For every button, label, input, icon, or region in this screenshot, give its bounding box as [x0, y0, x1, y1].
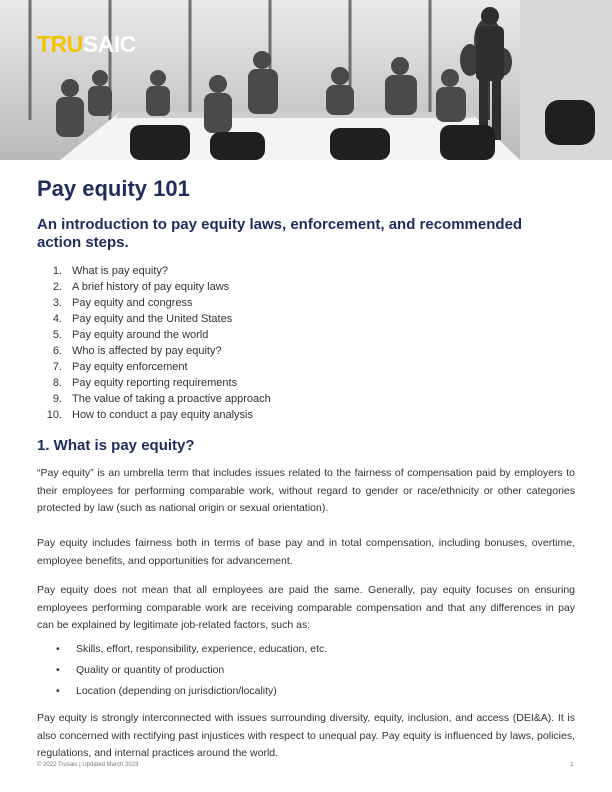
trusaic-logo: [37, 33, 136, 56]
toc-number: 7.: [52, 361, 62, 373]
toc-label: Pay equity enforcement: [72, 361, 188, 373]
paragraph-dei: Pay equity is strongly interconnected with issues surrounding diversity, equity, inclusion, and access (DEI&A). It is also concerned with rectifying past injustices with respect to unequal pay. Pay equity is influenced by laws, policies, regulations, and internal practices around the world.: [37, 712, 575, 759]
bullet-marker: •: [56, 643, 60, 655]
toc-item[interactable]: [37, 359, 271, 375]
toc-item[interactable]: [37, 407, 271, 423]
toc-number: 3.: [52, 297, 62, 309]
toc-number: 5.: [52, 329, 62, 341]
toc-item[interactable]: [37, 343, 271, 359]
paragraph-not-same-pay: Pay equity does not mean that all employees are paid the same. Generally, pay equity focuses on ensuring employees performing comparable work are receiving comparable compensation and that any differences in pay can be explained by legitimate job-related factors, such as:: [37, 584, 575, 631]
page-number: 1: [570, 761, 574, 768]
list-item-text: Skills, effort, responsibility, experience, education, etc.: [76, 643, 328, 655]
paragraph-definition: “Pay equity” is an umbrella term that includes issues related to the fairness of compensation paid by employers to their employees for performing comparable work, without regard to gender or race/ethnicity or other categories protected by law (such as national origin or sexual orientation).: [37, 467, 575, 514]
paragraph-fairness: Pay equity includes fairness both in terms of base pay and in total compensation, including bonuses, overtime, employee benefits, and opportunities for advancement.: [37, 537, 575, 567]
toc-number: 4.: [52, 313, 62, 325]
toc-item[interactable]: [37, 327, 271, 343]
toc-label: How to conduct a pay equity analysis: [72, 409, 253, 421]
toc-label: Pay equity around the world: [72, 329, 209, 341]
hero-photo: [0, 0, 612, 160]
page-subtitle: An introduction to pay equity laws, enforcement, and recommended action steps.: [37, 216, 523, 251]
list-item: [37, 639, 327, 660]
page-title: Pay equity 101: [37, 176, 190, 201]
toc-label: Pay equity reporting requirements: [72, 377, 238, 389]
list-item-text: Quality or quantity of production: [76, 664, 225, 676]
logo-part-saic: SAIC: [82, 31, 136, 57]
list-item: [37, 660, 327, 681]
meeting-photo-illustration: [0, 0, 612, 160]
toc-number: 9.: [52, 393, 62, 405]
bullet-marker: •: [56, 664, 60, 676]
logo-part-tru: TRU: [37, 31, 83, 57]
toc-item[interactable]: [37, 391, 271, 407]
toc-number: 1.: [52, 265, 62, 277]
toc-item[interactable]: [37, 295, 271, 311]
toc-label: Who is affected by pay equity?: [72, 345, 222, 357]
toc-number: 10.: [46, 409, 62, 421]
toc-item[interactable]: [37, 263, 271, 279]
list-item-text: Location (depending on jurisdiction/locality): [76, 685, 277, 697]
factors-list: [37, 639, 327, 702]
toc-number: 2.: [52, 281, 62, 293]
toc-label: Pay equity and the United States: [72, 313, 233, 325]
bullet-marker: •: [56, 685, 60, 697]
toc-item[interactable]: [37, 311, 271, 327]
toc-item[interactable]: [37, 279, 271, 295]
toc-number: 8.: [52, 377, 62, 389]
toc-label: Pay equity and congress: [72, 297, 193, 309]
toc-number: 6.: [52, 345, 62, 357]
toc-item[interactable]: [37, 375, 271, 391]
toc-label: The value of taking a proactive approach: [72, 393, 271, 405]
toc-label: What is pay equity?: [72, 265, 168, 277]
list-item: [37, 681, 327, 702]
table-of-contents: [37, 263, 271, 423]
section-heading: 1. What is pay equity?: [37, 437, 195, 454]
footer-copyright: © 2022 Trusaic | Updated March 2023: [37, 762, 139, 768]
toc-label: A brief history of pay equity laws: [72, 281, 230, 293]
